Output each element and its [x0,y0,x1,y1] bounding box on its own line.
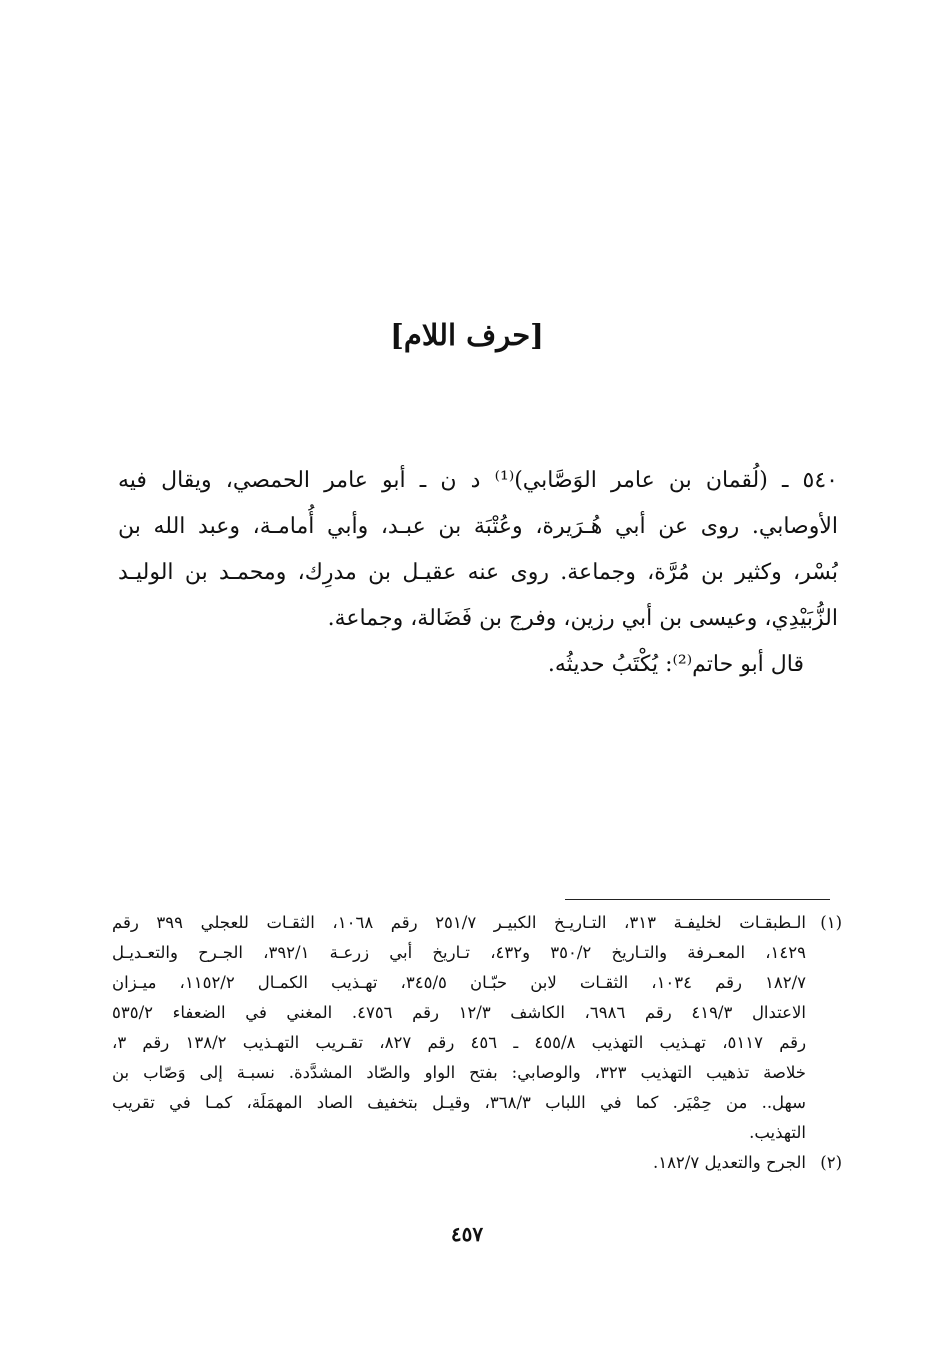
footnote-2 [112,1148,842,1178]
biography-entry [118,458,838,688]
footnote-line: ١٤٢٩، المعـرفة والتـاريخ ٣٥٠/٢ و٤٣٢، تـاريخ أبي زرعـة ٣٩٢/١، الجـرح والتعـديـل [112,943,806,962]
page-number: ٤٥٧ [450,1222,484,1246]
entry-line: ٥٤٠ ـ (لُقمان بن عامر الوَصَّابي)⁽¹⁾ د ن ـ أبو عامر الحمصي، ويقال فيه [118,468,838,493]
footnote-line: الـطبقـات لخليفـة ٣١٣، التـاريـخ الكبيـر ٢٥١/٧ رقم ١٠٦٨، الثقـات للعجلي ٣٩٩ رقم [112,913,806,932]
footnotes [112,908,842,1178]
footnote-line: التهذيب. [749,1123,806,1142]
section-title: [حرف اللام] [390,318,544,352]
footnote-line: الجرح والتعديل ١٨٢/٧. [652,1153,806,1172]
footnote-1 [112,908,842,1148]
footnote-marker: (١) [820,913,842,932]
entry-line: بُسْر، وكثير بن مُرَّة، وجماعة. روى عنه عقيـل بن مدرِك، ومحمـد بن الوليـد [118,560,838,585]
footnote-line: الاعتدال ٤١٩/٣ رقم ٦٩٨٦، الكاشف ١٢/٣ رقم ٤٧٥٦. المغني في الضعفاء ٥٣٥/٢ [112,1003,806,1022]
entry-quote: قال أبو حاتم⁽²⁾: يُكْتَبُ حديثُه. [547,652,804,677]
entry-line: الأوصابي. روى عن أبي هُـرَيرة، وعُتْبَة بن عبـد، وأبي أُمامـة، وعبد الله بن [118,514,838,539]
footnote-line: رقم ٥١١٧، تهـذيب التهذيب ٤٥٥/٨ ـ ٤٥٦ رقم ٨٢٧، تقـريب التهـذيب ١٣٨/٢ رقم ٣، [112,1033,806,1052]
entry-line: الزُّبَيْدِي، وعيسى بن أبي رزين، وفرج بن فَضَالة، وجماعة. [327,606,838,631]
footnote-marker: (٢) [820,1153,842,1172]
footnote-line: سهل.. من حِمْيَر. كما في اللباب ٣٦٨/٣، وقيـل بتخفيف الصاد المهمَلَة، كمـا في تقريب [112,1093,806,1112]
footnote-line: ١٨٢/٧ رقم ١٠٣٤، الثقـات لابن حبّـان ٣٤٥/٥، تهـذيب الكمـال ١١٥٢/٢، ميـزان [112,973,806,992]
footnote-divider [565,899,830,900]
footnote-line: خلاصة تذهيب التهذيب ٣٢٣، والوصابي: بفتح الواو والصّاد المشدَّدة. نسبـة إلى وَصّاب بن [112,1063,806,1082]
